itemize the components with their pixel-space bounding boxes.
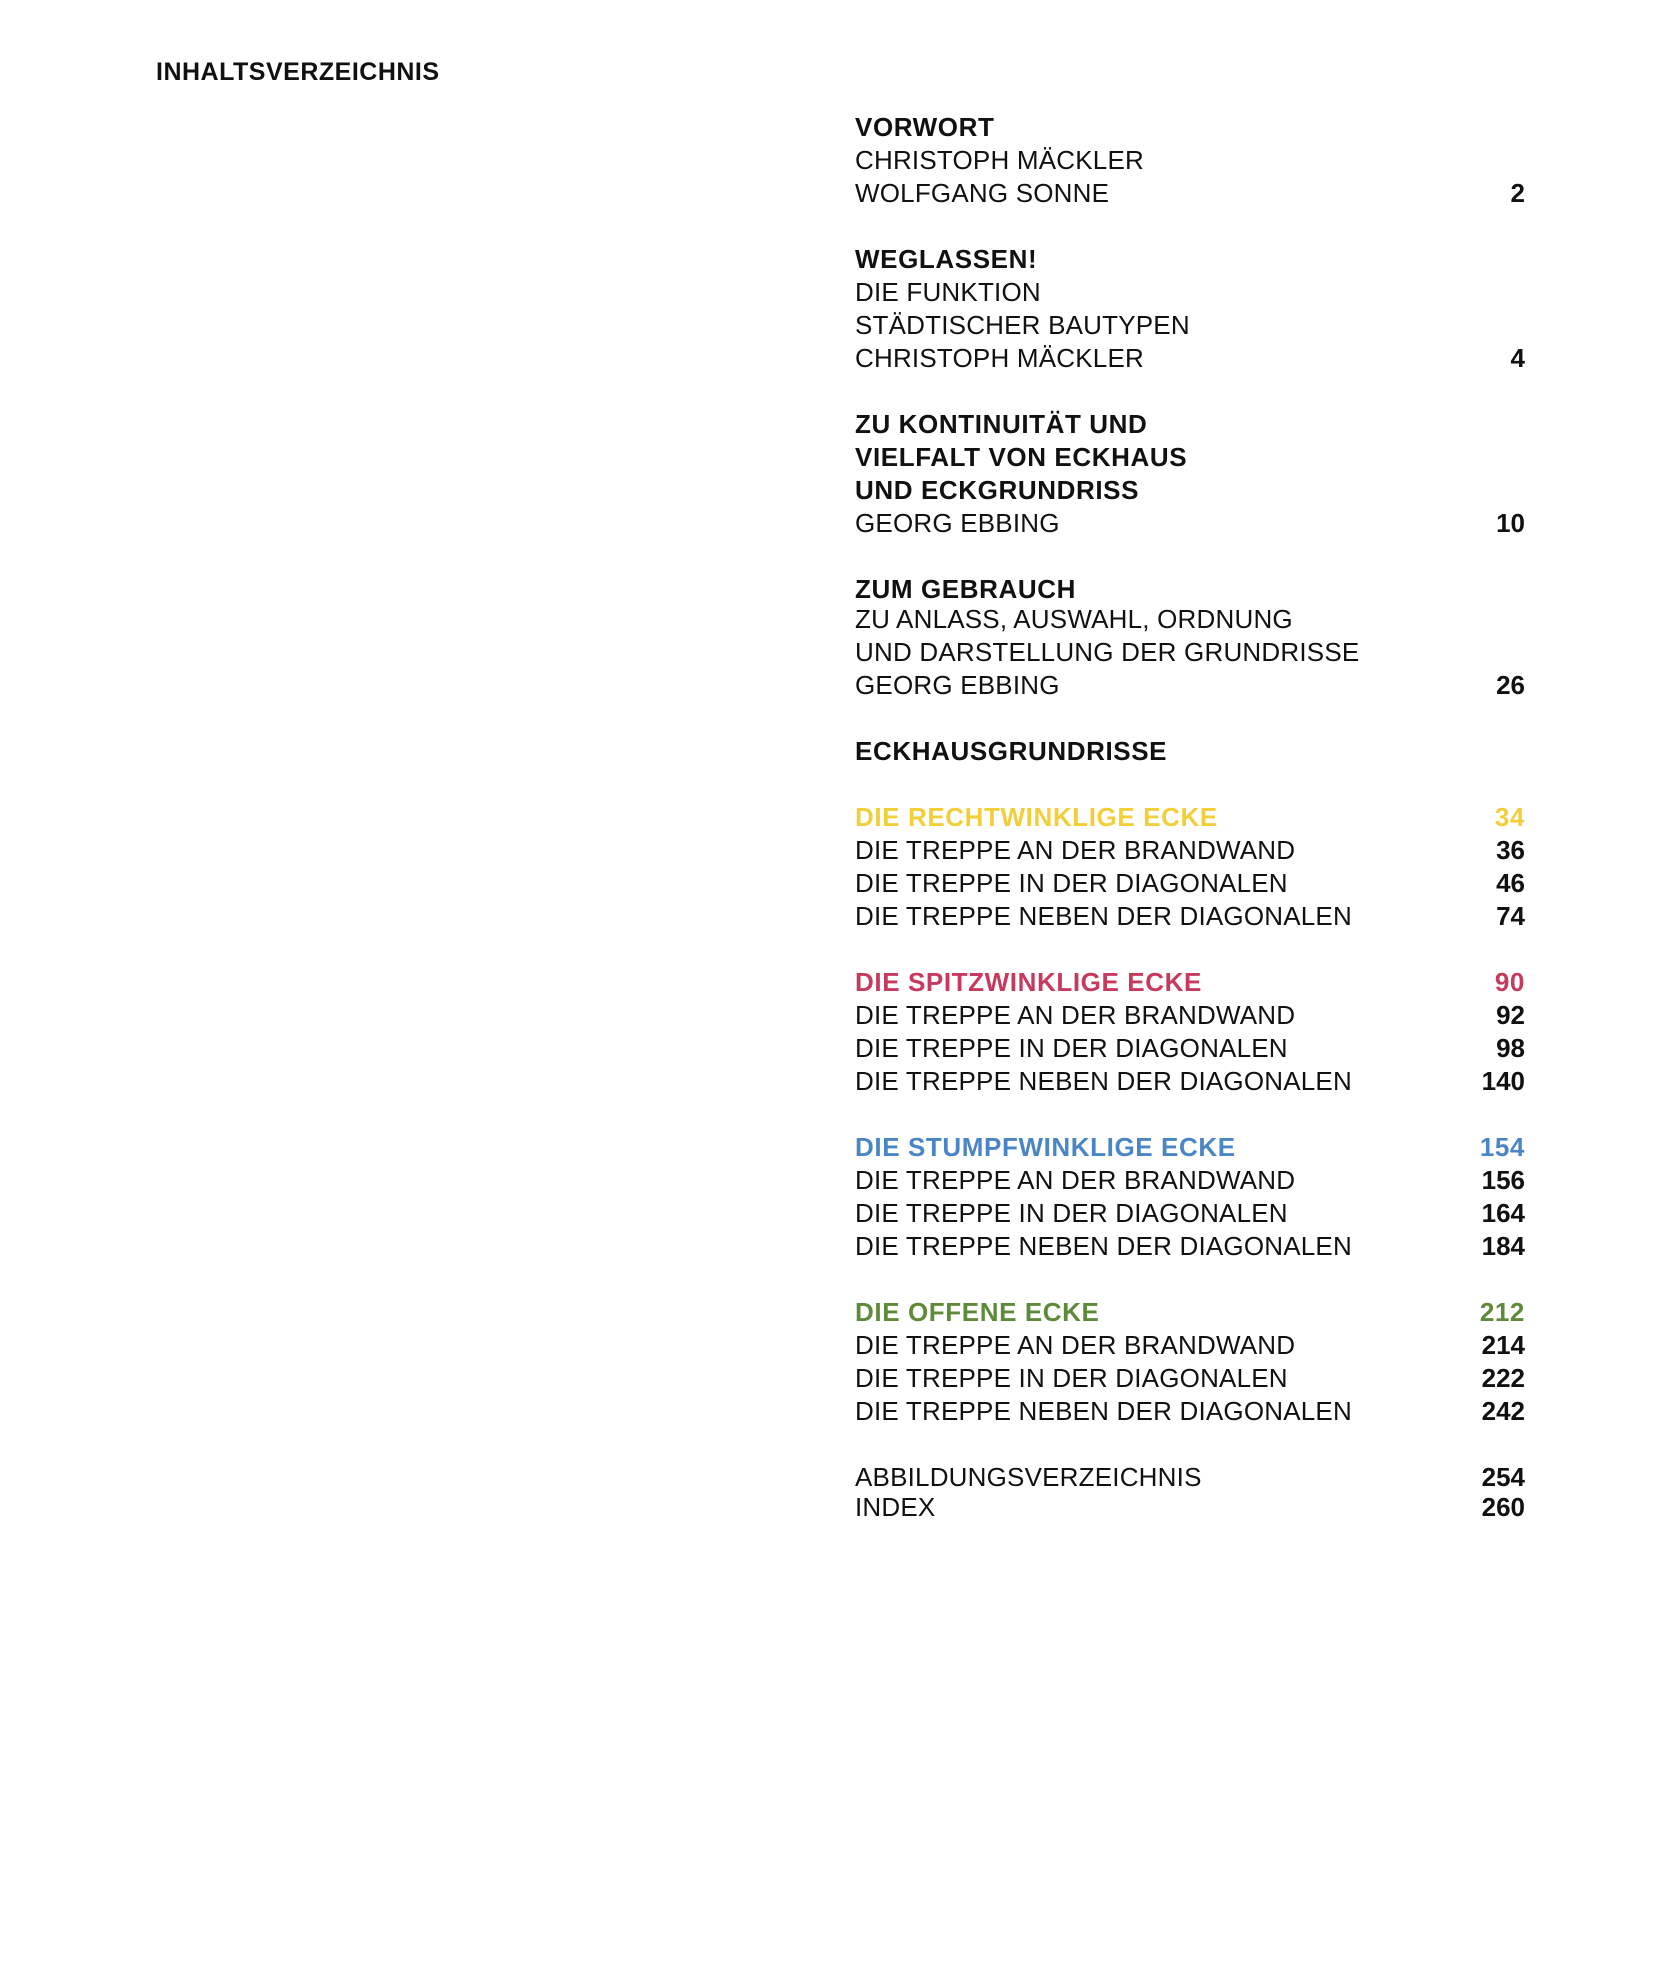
page-title: INHALTSVERZEICHNIS (156, 58, 440, 86)
list-item: DIE TREPPE AN DER BRANDWAND (855, 1330, 1296, 1360)
list-item: DIE TREPPE AN DER BRANDWAND (855, 1000, 1296, 1030)
page-number: 98 (1496, 1033, 1525, 1063)
entry-title: WEGLASSEN! (855, 244, 1038, 274)
entry-author: GEORG EBBING (855, 670, 1060, 700)
entry-subtitle: STÄDTISCHER BAUTYPEN (855, 310, 1190, 340)
list-item: DIE TREPPE NEBEN DER DIAGONALEN (855, 901, 1352, 931)
section-page-number: 154 (1479, 1132, 1525, 1162)
section-title: DIE SPITZWINKLIGE ECKE (855, 967, 1202, 997)
section-page-number: 212 (1479, 1297, 1525, 1327)
entry-title: UND ECKGRUNDRISS (855, 475, 1140, 505)
section-heading (855, 735, 1525, 768)
entry-title: VIELFALT VON ECKHAUS (855, 442, 1188, 472)
page-number: 26 (1496, 670, 1525, 700)
toc-entry-zum-gebrauch (855, 573, 1525, 702)
page-number: 184 (1481, 1231, 1525, 1261)
section-heading-label: ECKHAUSGRUNDRISSE (855, 736, 1168, 766)
list-item: INDEX (855, 1492, 936, 1522)
list-item: DIE TREPPE IN DER DIAGONALEN (855, 868, 1288, 898)
page-number: 222 (1481, 1363, 1525, 1393)
entry-title: ZUM GEBRAUCH (855, 574, 1076, 604)
list-item: DIE TREPPE IN DER DIAGONALEN (855, 1033, 1288, 1063)
section-title-row (855, 801, 1525, 834)
page-number: 214 (1481, 1330, 1525, 1360)
section-page-number: 90 (1494, 967, 1525, 997)
section-title: DIE STUMPFWINKLIGE ECKE (855, 1132, 1236, 1162)
entry-title: ZU KONTINUITÄT UND (855, 409, 1148, 439)
toc-appendix (855, 1461, 1525, 1521)
list-item: DIE TREPPE NEBEN DER DIAGONALEN (855, 1231, 1352, 1261)
toc-entry-weglassen (855, 243, 1525, 375)
entry-subtitle: ZU ANLASS, AUSWAHL, ORDNUNG (855, 604, 1293, 634)
page-number: 46 (1496, 868, 1525, 898)
list-item: DIE TREPPE IN DER DIAGONALEN (855, 1363, 1288, 1393)
toc-section-rechtwinklig (855, 801, 1525, 933)
section-title-row (855, 1296, 1525, 1329)
entry-subtitle: DIE FUNKTION (855, 277, 1041, 307)
page-number: 74 (1496, 901, 1525, 931)
section-title-row (855, 966, 1525, 999)
page-number: 164 (1481, 1198, 1525, 1228)
page-number: 140 (1481, 1066, 1525, 1096)
page-number: 36 (1496, 835, 1525, 865)
toc-section-spitzwinklig (855, 966, 1525, 1098)
page-number: 242 (1481, 1396, 1525, 1426)
page-number: 92 (1496, 1000, 1525, 1030)
page-number: 10 (1496, 508, 1525, 538)
entry-author: CHRISTOPH MÄCKLER (855, 343, 1144, 373)
entry-author: GEORG EBBING (855, 508, 1060, 538)
section-title-row (855, 1131, 1525, 1164)
toc-entry-vorwort (855, 111, 1525, 210)
page-number: 2 (1510, 178, 1525, 208)
table-of-contents (855, 111, 1525, 1521)
section-title: DIE RECHTWINKLIGE ECKE (855, 802, 1218, 832)
page-number: 156 (1481, 1165, 1525, 1195)
toc-entry-kontinuitaet (855, 408, 1525, 540)
section-title: DIE OFFENE ECKE (855, 1297, 1100, 1327)
list-item: DIE TREPPE NEBEN DER DIAGONALEN (855, 1066, 1352, 1096)
page-number: 254 (1481, 1462, 1525, 1492)
list-item: DIE TREPPE AN DER BRANDWAND (855, 835, 1296, 865)
page-number: 260 (1481, 1492, 1525, 1522)
page-number: 4 (1510, 343, 1525, 373)
list-item: ABBILDUNGSVERZEICHNIS (855, 1462, 1202, 1492)
toc-section-stumpfwinklig (855, 1131, 1525, 1263)
list-item: DIE TREPPE NEBEN DER DIAGONALEN (855, 1396, 1352, 1426)
section-page-number: 34 (1494, 802, 1525, 832)
list-item: DIE TREPPE AN DER BRANDWAND (855, 1165, 1296, 1195)
entry-subtitle: UND DARSTELLUNG DER GRUNDRISSE (855, 637, 1360, 667)
entry-title: VORWORT (855, 112, 995, 142)
list-item: DIE TREPPE IN DER DIAGONALEN (855, 1198, 1288, 1228)
entry-author: CHRISTOPH MÄCKLER (855, 145, 1144, 175)
entry-author: WOLFGANG SONNE (855, 178, 1110, 208)
toc-section-offen (855, 1296, 1525, 1428)
